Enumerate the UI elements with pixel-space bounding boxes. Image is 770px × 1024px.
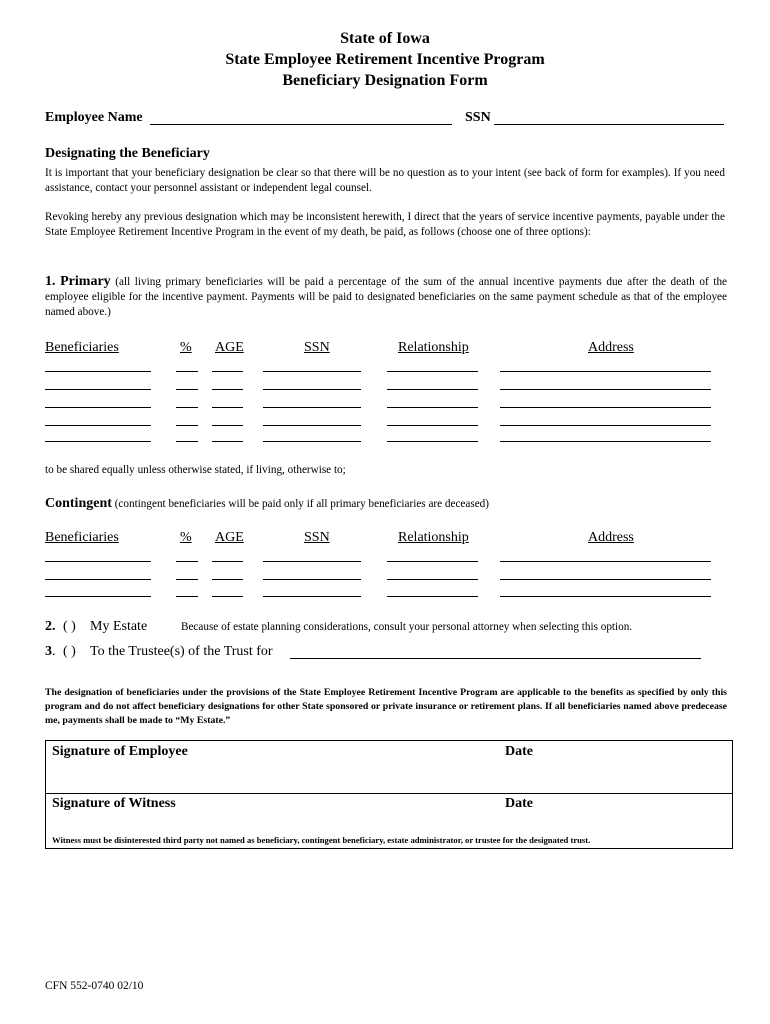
employee-date-label: Date xyxy=(505,744,533,759)
contingent-col-ssn: SSN xyxy=(304,530,330,545)
shared-equally-note: to be shared equally unless otherwise stated, if living, otherwise to; xyxy=(45,464,346,476)
primary-age-field[interactable] xyxy=(212,407,243,408)
contingent-beneficiary-field[interactable] xyxy=(45,561,151,562)
primary-col-percent: % xyxy=(180,340,192,355)
primary-relationship-field[interactable] xyxy=(387,407,478,408)
primary-percent-field[interactable] xyxy=(176,371,198,372)
option-3-label: To the Trustee(s) of the Trust for xyxy=(90,644,273,659)
primary-percent-field[interactable] xyxy=(176,425,198,426)
primary-relationship-field[interactable] xyxy=(387,371,478,372)
form-title-state: State of Iowa xyxy=(340,30,430,47)
contingent-label: Contingent xyxy=(45,496,112,511)
primary-address-field[interactable] xyxy=(500,441,711,442)
employee-name-field[interactable] xyxy=(150,124,452,125)
form-number: CFN 552-0740 02/10 xyxy=(45,980,144,992)
contingent-address-field[interactable] xyxy=(500,579,711,580)
contingent-address-field[interactable] xyxy=(500,561,711,562)
contingent-col-address: Address xyxy=(588,530,634,545)
designating-paragraph-1: It is important that your beneficiary designation be clear so that there will be no question as to your intent (see back of form for examples). If you need assistance, contact your personnel assistant or independent legal counsel. xyxy=(45,167,725,194)
employee-name-label: Employee Name xyxy=(45,110,143,125)
employee-signature-label: Signature of Employee xyxy=(52,744,188,759)
primary-beneficiary-field[interactable] xyxy=(45,389,151,390)
primary-age-field[interactable] xyxy=(212,389,243,390)
primary-beneficiary-field[interactable] xyxy=(45,425,151,426)
option-2-number: 2. xyxy=(45,619,56,634)
contingent-ssn-field[interactable] xyxy=(263,561,361,562)
contingent-age-field[interactable] xyxy=(212,561,243,562)
designating-paragraph-2: Revoking hereby any previous designation which may be inconsistent herewith, I direct that the years of service incentive payments, payable under the State Employee Retirement Incentive Program in the event of my death, be paid, as follows (choose one of three options): xyxy=(45,211,725,238)
primary-col-relationship: Relationship xyxy=(398,340,469,355)
contingent-beneficiary-field[interactable] xyxy=(45,596,151,597)
option-2-label: My Estate xyxy=(90,619,148,634)
primary-percent-field[interactable] xyxy=(176,389,198,390)
designating-heading: Designating the Beneficiary xyxy=(45,146,210,161)
primary-ssn-field[interactable] xyxy=(263,441,361,442)
contingent-ssn-field[interactable] xyxy=(263,596,361,597)
contingent-age-field[interactable] xyxy=(212,596,243,597)
contingent-col-age: AGE xyxy=(215,530,244,545)
primary-beneficiary-field[interactable] xyxy=(45,407,151,408)
contingent-description: (contingent beneficiaries will be paid only if all primary beneficiaries are deceased) xyxy=(114,498,490,510)
trust-name-field[interactable] xyxy=(290,658,701,659)
option-3-number: 3 xyxy=(45,644,52,659)
primary-ssn-field[interactable] xyxy=(263,425,361,426)
option-3-number-wrap xyxy=(45,644,56,660)
contingent-percent-field[interactable] xyxy=(176,579,198,580)
witness-signature-row[interactable] xyxy=(46,794,732,848)
contingent-ssn-field[interactable] xyxy=(263,579,361,580)
primary-percent-field[interactable] xyxy=(176,441,198,442)
primary-col-address: Address xyxy=(588,340,634,355)
primary-col-ssn: SSN xyxy=(304,340,330,355)
primary-col-beneficiaries: Beneficiaries xyxy=(45,340,119,355)
option-2-checkbox[interactable]: ( ) xyxy=(63,619,76,634)
employee-signature-row[interactable] xyxy=(46,741,732,794)
contingent-percent-field[interactable] xyxy=(176,596,198,597)
contingent-col-relationship: Relationship xyxy=(398,530,469,545)
primary-ssn-field[interactable] xyxy=(263,389,361,390)
option-3-period: . xyxy=(52,644,56,659)
employee-ssn-field[interactable] xyxy=(494,124,724,125)
disclaimer-text: The designation of beneficiaries under the provisions of the State Employee Retirement Incentive Program are applicable to the benefits as specified by only this program and do not affect beneficiary designations for other State sponsored or private insurance or retirement plans. If all beneficiaries named above predecease me, payments shall be made to “My Estate.” xyxy=(45,687,727,726)
contingent-col-percent: % xyxy=(180,530,192,545)
signature-box xyxy=(45,740,733,849)
witness-signature-label: Signature of Witness xyxy=(52,796,176,811)
contingent-section xyxy=(45,496,489,512)
primary-ssn-field[interactable] xyxy=(263,371,361,372)
primary-number: 1. xyxy=(45,274,56,289)
contingent-age-field[interactable] xyxy=(212,579,243,580)
primary-percent-field[interactable] xyxy=(176,407,198,408)
contingent-col-beneficiaries: Beneficiaries xyxy=(45,530,119,545)
primary-age-field[interactable] xyxy=(212,441,243,442)
witness-date-label: Date xyxy=(505,796,533,811)
primary-age-field[interactable] xyxy=(212,425,243,426)
employee-ssn-label: SSN xyxy=(465,110,491,125)
option-3-checkbox[interactable]: ( ) xyxy=(63,644,76,659)
contingent-relationship-field[interactable] xyxy=(387,561,478,562)
contingent-percent-field[interactable] xyxy=(176,561,198,562)
primary-relationship-field[interactable] xyxy=(387,441,478,442)
contingent-relationship-field[interactable] xyxy=(387,579,478,580)
primary-relationship-field[interactable] xyxy=(387,425,478,426)
primary-section xyxy=(45,274,727,320)
primary-relationship-field[interactable] xyxy=(387,389,478,390)
primary-age-field[interactable] xyxy=(212,371,243,372)
primary-address-field[interactable] xyxy=(500,389,711,390)
primary-col-age: AGE xyxy=(215,340,244,355)
primary-beneficiary-field[interactable] xyxy=(45,441,151,442)
form-title-program: State Employee Retirement Incentive Program xyxy=(225,51,545,68)
contingent-relationship-field[interactable] xyxy=(387,596,478,597)
primary-ssn-field[interactable] xyxy=(263,407,361,408)
primary-address-field[interactable] xyxy=(500,371,711,372)
primary-description: (all living primary beneficiaries will be paid a percentage of the sum of the annual incentive payments due after the death of the employee eligible for the incentive payment. Payments will be paid to designated beneficiaries on the same payment schedule as that of the employee named above.) xyxy=(45,276,727,318)
primary-label: Primary xyxy=(60,274,111,289)
primary-address-field[interactable] xyxy=(500,407,711,408)
option-2-note: Because of estate planning considerations, consult your personal attorney when selecting this option. xyxy=(181,621,633,633)
primary-address-field[interactable] xyxy=(500,425,711,426)
contingent-address-field[interactable] xyxy=(500,596,711,597)
witness-note: Witness must be disinterested third party not named as beneficiary, contingent beneficiary, estate administrator, or trustee for the designated trust. xyxy=(52,835,591,845)
form-title-form: Beneficiary Designation Form xyxy=(282,72,488,89)
primary-beneficiary-field[interactable] xyxy=(45,371,151,372)
contingent-beneficiary-field[interactable] xyxy=(45,579,151,580)
